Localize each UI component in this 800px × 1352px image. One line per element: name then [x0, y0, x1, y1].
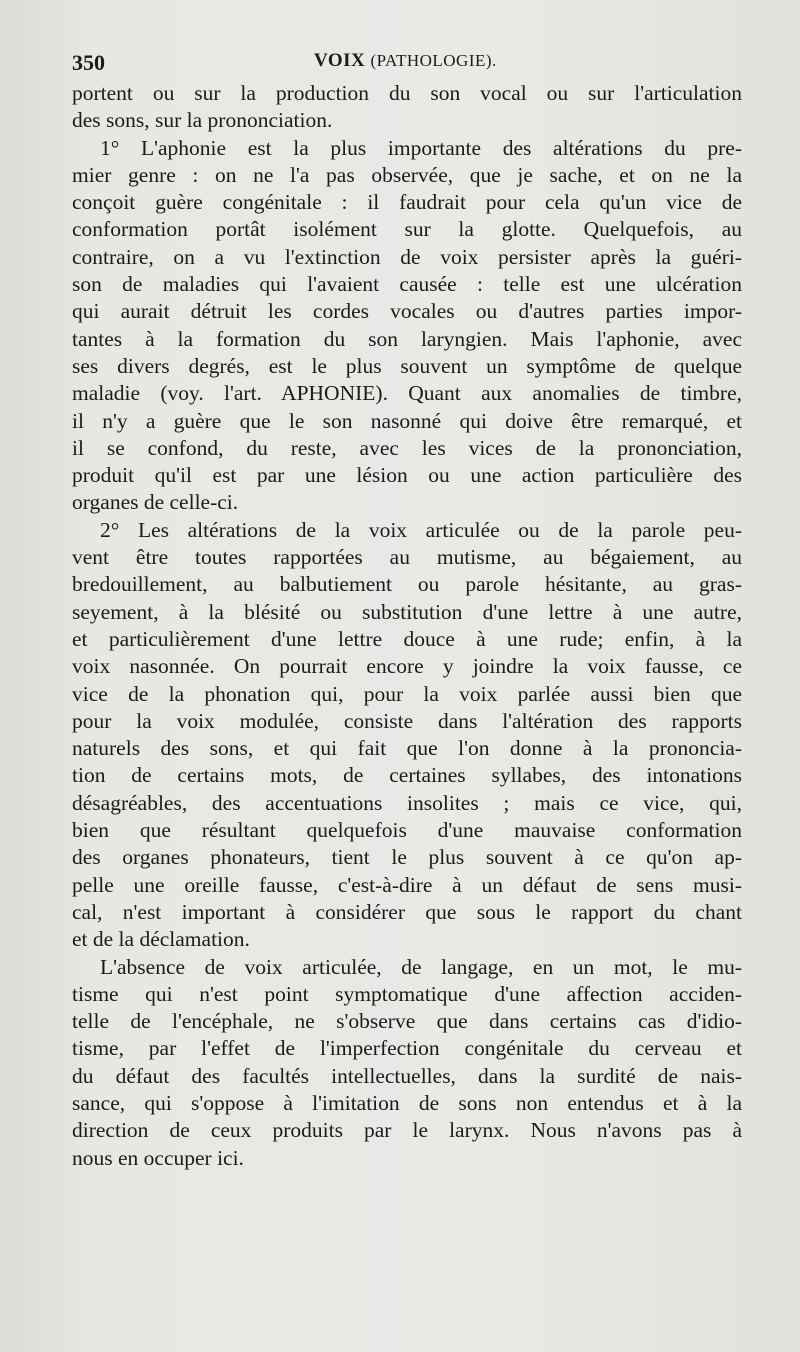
text-line: du défaut des facultés intellectuelles, dans la surdité de nais-: [72, 1063, 742, 1088]
text-line: pelle une oreille fausse, c'est-à-dire à un défaut de sens musi-: [72, 872, 742, 897]
text-line: mier genre : on ne l'a pas observée, que je sache, et on ne la: [72, 162, 742, 187]
text-line: portent ou sur la production du son vocal ou sur l'articulation: [72, 81, 742, 105]
text-line: naturels des sons, et qui fait que l'on donne à la prononcia-: [72, 736, 742, 761]
running-title: [314, 50, 497, 72]
text-line: conformation portât isolément sur la glotte. Quelquefois, au: [72, 217, 742, 242]
text-line: contraire, on a vu l'extinction de voix persister après la guéri-: [72, 244, 742, 269]
text-line: organes de celle-ci.: [72, 490, 239, 515]
text-line: bredouillement, au balbutiement ou parole hésitante, au gras-: [72, 572, 742, 597]
text-line: et particulièrement d'une lettre douce à une rude; enfin, à la: [72, 626, 742, 651]
text-line: 1° L'aphonie est la plus importante des altérations du pre-: [100, 135, 742, 160]
text-line: tisme, par l'effet de l'imperfection congénitale du cerveau et: [72, 1036, 742, 1061]
page-header: [72, 50, 742, 78]
text-line: il n'y a guère que le son nasonné qui doive être remarqué, et: [72, 408, 742, 433]
text-line: seyement, à la blésité ou substitution d'une lettre à une autre,: [72, 599, 742, 624]
text-line: tion de certains mots, de certaines syllabes, des intonations: [72, 763, 742, 788]
text-line: nous en occuper ici.: [72, 1145, 244, 1170]
body-text: [72, 80, 742, 1172]
text-line: sance, qui s'oppose à l'imitation de sons non entendus et à la: [72, 1090, 742, 1115]
text-line: conçoit guère congénitale : il faudrait pour cela qu'un vice de: [72, 190, 742, 215]
text-line: cal, n'est important à considérer que sous le rapport du chant: [72, 899, 742, 924]
text-line: vent être toutes rapportées au mutisme, au bégaiement, au: [72, 545, 742, 570]
text-line: maladie (voy. l'art. APHONIE). Quant aux anomalies de timbre,: [72, 381, 742, 406]
text-line: ses divers degrés, est le plus souvent un symptôme de quelque: [72, 353, 742, 378]
text-line: produit qu'il est par une lésion ou une action particulière des: [72, 463, 742, 488]
text-line: voix nasonnée. On pourrait encore y joindre la voix fausse, ce: [72, 654, 742, 679]
text-line: bien que résultant quelquefois d'une mauvaise conformation: [72, 818, 742, 843]
text-line: des sons, sur la prononciation.: [72, 108, 333, 133]
running-title-sub: (PATHOLOGIE).: [370, 51, 497, 70]
page-number: 350: [72, 50, 105, 75]
text-line: désagréables, des accentuations insolites ; mais ce vice, qui,: [72, 790, 742, 815]
text-line: L'absence de voix articulée, de langage, en un mot, le mu-: [100, 954, 742, 979]
text-line: 2° Les altérations de la voix articulée ou de la parole peu-: [100, 517, 742, 542]
text-line: son de maladies qui l'avaient causée : telle est une ulcération: [72, 272, 742, 297]
text-line: il se confond, du reste, avec les vices de la prononciation,: [72, 435, 742, 460]
text-line: tisme qui n'est point symptomatique d'une affection acciden-: [72, 981, 742, 1006]
text-line: direction de ceux produits par le larynx. Nous n'avons pas à: [72, 1118, 742, 1143]
text-line: telle de l'encéphale, ne s'observe que dans certains cas d'idio-: [72, 1009, 742, 1034]
text-line: et de la déclamation.: [72, 927, 250, 952]
running-title-main: VOIX: [314, 50, 366, 71]
text-line: pour la voix modulée, consiste dans l'altération des rapports: [72, 708, 742, 733]
text-line: vice de la phonation qui, pour la voix parlée aussi bien que: [72, 681, 742, 706]
text-line: qui aurait détruit les cordes vocales ou d'autres parties impor-: [72, 299, 742, 324]
text-line: des organes phonateurs, tient le plus souvent à ce qu'on ap-: [72, 845, 742, 870]
text-line: tantes à la formation du son laryngien. Mais l'aphonie, avec: [72, 326, 742, 351]
